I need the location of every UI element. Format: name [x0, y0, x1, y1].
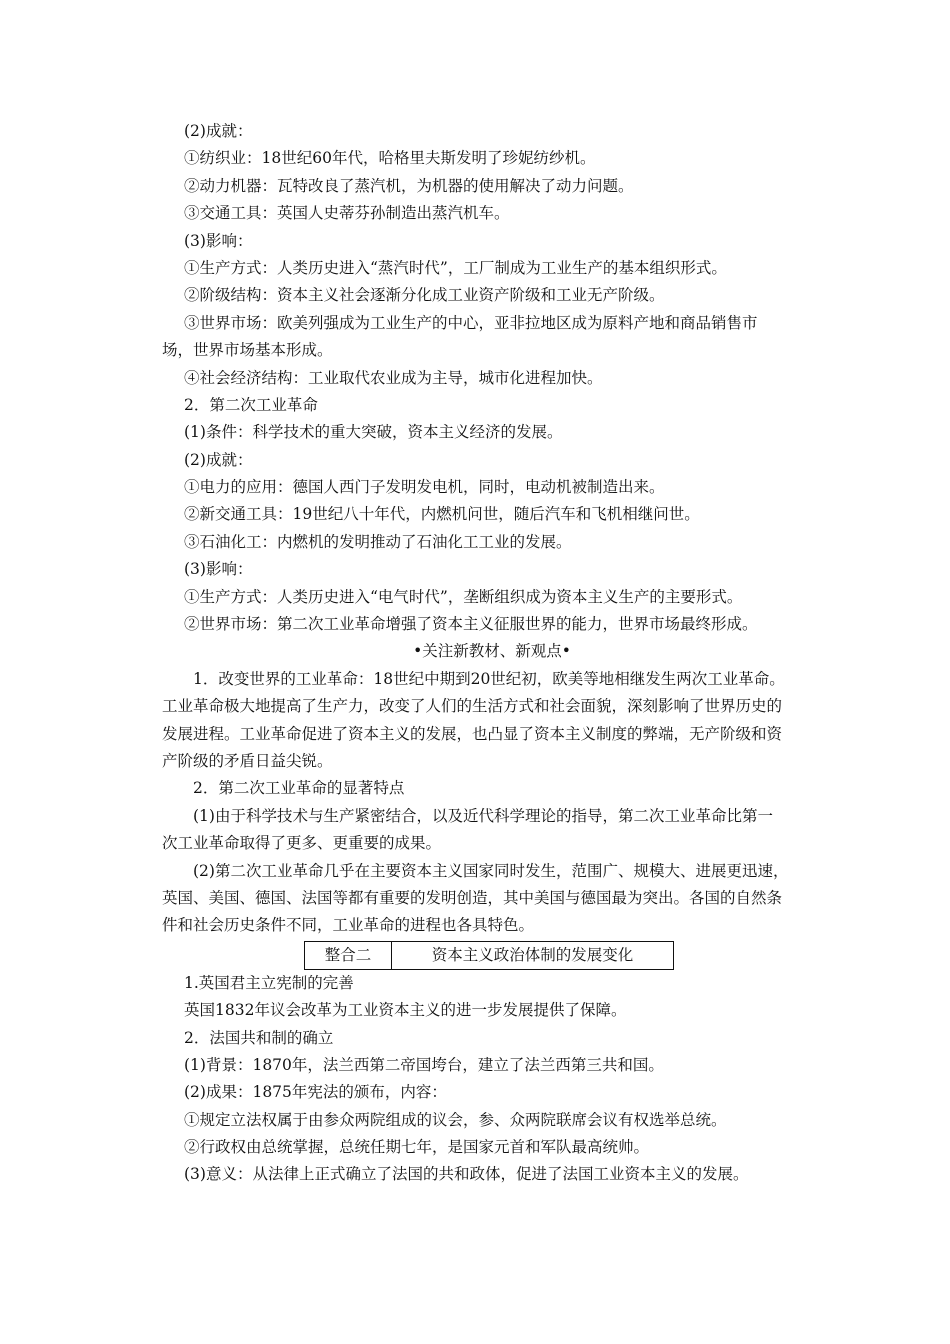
paragraph-line: 发展进程。工业革命促进了资本主义的发展，也凸显了资本主义制度的弊端，无产阶级和资 [162, 724, 783, 743]
paragraph-line: (2)第二次工业革命几乎在主要资本主义国家同时发生，范围广、规模大、进展更迅速， [193, 861, 789, 880]
paragraph-line: (1)由于科学技术与生产紧密结合，以及近代科学理论的指导，第二次工业革命比第一 [193, 806, 773, 825]
text-line: ②世界市场：第二次工业革命增强了资本主义征服世界的能力，世界市场最终形成。 [184, 615, 758, 634]
text-line: ②阶级结构：资本主义社会逐渐分化成工业资产阶级和工业无产阶级。 [184, 286, 665, 305]
achievements-heading: (2)成就： [184, 122, 253, 140]
section-title: 2．第二次工业革命 [184, 395, 318, 414]
integration-banner [304, 941, 674, 970]
text-line-continuation: 场，世界市场基本形成。 [162, 341, 333, 360]
text-line: ③交通工具：英国人史蒂芬孙制造出蒸汽机车。 [184, 204, 510, 223]
impact-heading: (3)影响： [184, 560, 253, 579]
paragraph-line: 次工业革命取得了更多、更重要的成果。 [162, 834, 442, 853]
paragraph-line: 1．改变世界的工业革命：18世纪中期到20世纪初，欧美等地相继发生两次工业革命。 [193, 669, 785, 688]
text-line: (2)成果：1875年宪法的颁布，内容： [184, 1083, 447, 1102]
text-line: (1)条件：科学技术的重大突破，资本主义经济的发展。 [184, 423, 563, 442]
banner-title: 资本主义政治体制的发展变化 [431, 945, 634, 964]
text-line: ①生产方式：人类历史进入“电气时代”，垄断组织成为资本主义生产的主要形式。 [184, 587, 743, 606]
text-line: ②新交通工具：19世纪八十年代，内燃机问世，随后汽车和飞机相继问世。 [184, 505, 700, 524]
text-line: ②行政权由总统掌握，总统任期七年，是国家元首和军队最高统帅。 [184, 1138, 650, 1157]
integration-banner-row [162, 940, 822, 970]
text-line: (1)背景：1870年，法兰西第二帝国垮台，建立了法兰西第三共和国。 [184, 1055, 664, 1074]
text-line: ④社会经济结构：工业取代农业成为主导，城市化进程加快。 [184, 368, 603, 387]
text-line: (3)意义：从法律上正式确立了法国的共和政体，促进了法国工业资本主义的发展。 [184, 1165, 749, 1184]
section-title: 2．法国共和制的确立 [184, 1028, 334, 1047]
section-title: 2．第二次工业革命的显著特点 [193, 779, 405, 798]
text-line: ①纺织业：18世纪60年代，哈格里夫斯发明了珍妮纺纱机。 [184, 149, 596, 168]
paragraph-line: 件和社会历史条件不同，工业革命的进程也各具特色。 [162, 916, 535, 935]
paragraph-line: 工业革命极大地提高了生产力，改变了人们的生活方式和社会面貌，深刻影响了世界历史的 [162, 697, 783, 716]
text-line: ②动力机器：瓦特改良了蒸汽机，为机器的使用解决了动力问题。 [184, 176, 634, 195]
text-line: ③世界市场：欧美列强成为工业生产的中心，亚非拉地区成为原料产地和商品销售市 [184, 313, 758, 332]
paragraph-line: 英国、美国、德国、法国等都有重要的发明创造，其中美国与德国最为突出。各国的自然条 [162, 888, 783, 907]
text-line: ①规定立法权属于由参众两院组成的议会，参、众两院联席会议有权选举总统。 [184, 1110, 727, 1129]
section-heading: •关注新教材、新观点• [413, 642, 571, 661]
text-line: ③石油化工：内燃机的发明推动了石油化工工业的发展。 [184, 532, 572, 551]
achievements-heading: (2)成就： [184, 450, 253, 469]
text-line: ①电力的应用：德国人西门子发明发电机，同时，电动机被制造出来。 [184, 478, 665, 497]
section-title: 1.英国君主立宪制的完善 [184, 973, 354, 992]
document-page [162, 118, 822, 1189]
banner-label: 整合二 [305, 942, 392, 969]
text-line: ①生产方式：人类历史进入“蒸汽时代”，工厂制成为工业生产的基本组织形式。 [184, 258, 727, 277]
impact-heading: (3)影响： [184, 231, 253, 250]
text-line: 英国1832年议会改革为工业资本主义的进一步发展提供了保障。 [184, 1001, 627, 1020]
paragraph-line: 产阶级的矛盾日益尖锐。 [162, 751, 333, 770]
